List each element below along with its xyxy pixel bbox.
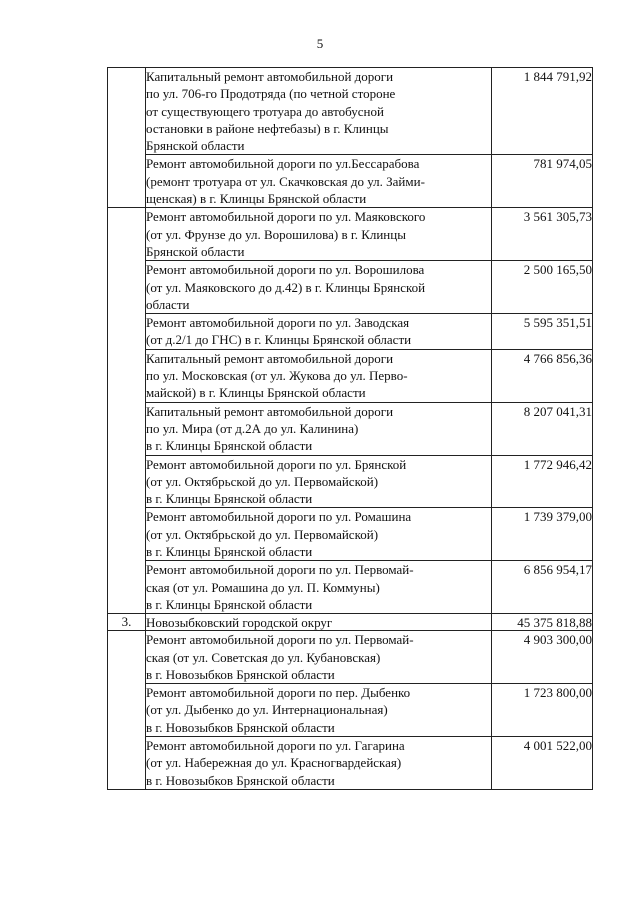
description-line: майской) в г. Клинцы Брянской области: [146, 385, 366, 401]
row-description: [146, 455, 492, 508]
row-description: [146, 614, 492, 631]
budget-table: [107, 67, 593, 790]
row-number: [108, 684, 146, 737]
description-line: по ул. 706-го Продотряда (по четной стороне: [146, 86, 396, 102]
row-description: [146, 508, 492, 561]
table-row: [108, 455, 593, 508]
row-amount: 4 001 522,00: [492, 736, 593, 789]
row-number: [108, 68, 146, 155]
description-line: щенская) в г. Клинцы Брянской области: [146, 191, 367, 207]
table-row: [108, 155, 593, 208]
table-row: [108, 314, 593, 350]
description-line: Ремонт автомобильной дороги по ул. Ромашина: [146, 509, 412, 525]
table-row: [108, 508, 593, 561]
row-description: [146, 736, 492, 789]
description-line: Ремонт автомобильной дороги по ул. Первомай-: [146, 632, 414, 648]
row-amount: 8 207 041,31: [492, 402, 593, 455]
table-row: [108, 68, 593, 155]
row-amount: 4 766 856,36: [492, 349, 593, 402]
row-description: [146, 684, 492, 737]
description-line: Капитальный ремонт автомобильной дороги: [146, 403, 394, 419]
row-description: [146, 261, 492, 314]
description-line: в г. Клинцы Брянской области: [146, 438, 313, 454]
row-description: [146, 68, 492, 155]
row-description: [146, 631, 492, 684]
description-line: Капитальный ремонт автомобильной дороги: [146, 69, 394, 84]
row-amount: 45 375 818,88: [492, 614, 593, 631]
description-line: Ремонт автомобильной дороги по ул.Бессарабова: [146, 156, 420, 172]
page-number: 5: [316, 36, 324, 51]
row-description: [146, 402, 492, 455]
table-row: [108, 402, 593, 455]
row-amount: 3 561 305,73: [492, 208, 593, 261]
description-line: по ул. Мира (от д.2А до ул. Калинина): [146, 420, 359, 436]
row-description: [146, 314, 492, 350]
table-row: [108, 736, 593, 789]
description-line: Брянской области: [146, 138, 245, 154]
description-line: (ремонт тротуара от ул. Скачковская до ул. Займи-: [146, 173, 425, 189]
row-description: [146, 208, 492, 261]
row-description: [146, 561, 492, 614]
row-number: [108, 508, 146, 561]
table-row: [108, 631, 593, 684]
description-line: от существующего тротуара до автобусной: [146, 103, 384, 119]
row-number: [108, 261, 146, 314]
row-amount: 781 974,05: [492, 155, 593, 208]
row-amount: 1 723 800,00: [492, 684, 593, 737]
description-line: Ремонт автомобильной дороги по ул. Маяковского: [146, 209, 426, 225]
description-line: Ремонт автомобильной дороги по ул. Ворошилова: [146, 262, 425, 278]
description-line: Ремонт автомобильной дороги по ул. Первомай-: [146, 562, 414, 578]
description-line: Ремонт автомобильной дороги по ул. Гагарина: [146, 737, 405, 753]
row-description: [146, 349, 492, 402]
row-number: [108, 349, 146, 402]
table-row: [108, 261, 593, 314]
row-number: [108, 561, 146, 614]
row-amount: 5 595 351,51: [492, 314, 593, 350]
row-amount: 1 739 379,00: [492, 508, 593, 561]
row-amount: 1 844 791,92: [492, 68, 593, 155]
row-number: [108, 402, 146, 455]
table-row: [108, 208, 593, 261]
row-number: [108, 631, 146, 684]
description-line: Ремонт автомобильной дороги по ул. Брянской: [146, 456, 407, 472]
description-line: Ремонт автомобильной дороги по пер. Дыбенко: [146, 685, 411, 701]
description-line: Брянской области: [146, 243, 245, 259]
description-line: области: [146, 296, 190, 312]
description-line: (от ул. Дыбенко до ул. Интернациональная): [146, 702, 388, 718]
description-line: в г. Новозыбков Брянской области: [146, 666, 335, 682]
row-amount: 2 500 165,50: [492, 261, 593, 314]
row-description: [146, 155, 492, 208]
description-line: Новозыбковский городской округ: [146, 615, 333, 631]
row-number: [108, 736, 146, 789]
row-amount: 1 772 946,42: [492, 455, 593, 508]
description-line: в г. Новозыбков Брянской области: [146, 719, 335, 735]
table-body: [108, 68, 593, 790]
description-line: (от ул. Набережная до ул. Красногвардейская): [146, 755, 402, 771]
row-number: 3.: [108, 614, 146, 631]
description-line: по ул. Московская (от ул. Жукова до ул. Перво-: [146, 368, 408, 384]
row-amount: 6 856 954,17: [492, 561, 593, 614]
description-line: (от ул. Октябрьской до ул. Первомайской): [146, 473, 379, 489]
description-line: (от ул. Фрунзе до ул. Ворошилова) в г. Клинцы: [146, 226, 406, 242]
description-line: (от д.2/1 до ГНС) в г. Клинцы Брянской области: [146, 332, 412, 348]
row-number: [108, 208, 146, 261]
description-line: ская (от ул. Советская до ул. Кубановская): [146, 649, 381, 665]
description-line: (от ул. Маяковского до д.42) в г. Клинцы Брянской: [146, 279, 426, 295]
row-number: [108, 155, 146, 208]
description-line: Ремонт автомобильной дороги по ул. Заводская: [146, 315, 410, 331]
description-line: Капитальный ремонт автомобильной дороги: [146, 350, 394, 366]
district-row: [108, 614, 593, 631]
table-row: [108, 349, 593, 402]
description-line: в г. Новозыбков Брянской области: [146, 772, 335, 788]
table-row: [108, 684, 593, 737]
row-number: [108, 314, 146, 350]
table-row: [108, 561, 593, 614]
description-line: в г. Клинцы Брянской области: [146, 491, 313, 507]
description-line: в г. Клинцы Брянской области: [146, 596, 313, 612]
description-line: (от ул. Октябрьской до ул. Первомайской): [146, 526, 379, 542]
description-line: ская (от ул. Ромашина до ул. П. Коммуны): [146, 579, 380, 595]
description-line: остановки в районе нефтебазы) в г. Клинцы: [146, 120, 389, 136]
row-amount: 4 903 300,00: [492, 631, 593, 684]
description-line: в г. Клинцы Брянской области: [146, 544, 313, 560]
row-number: [108, 455, 146, 508]
